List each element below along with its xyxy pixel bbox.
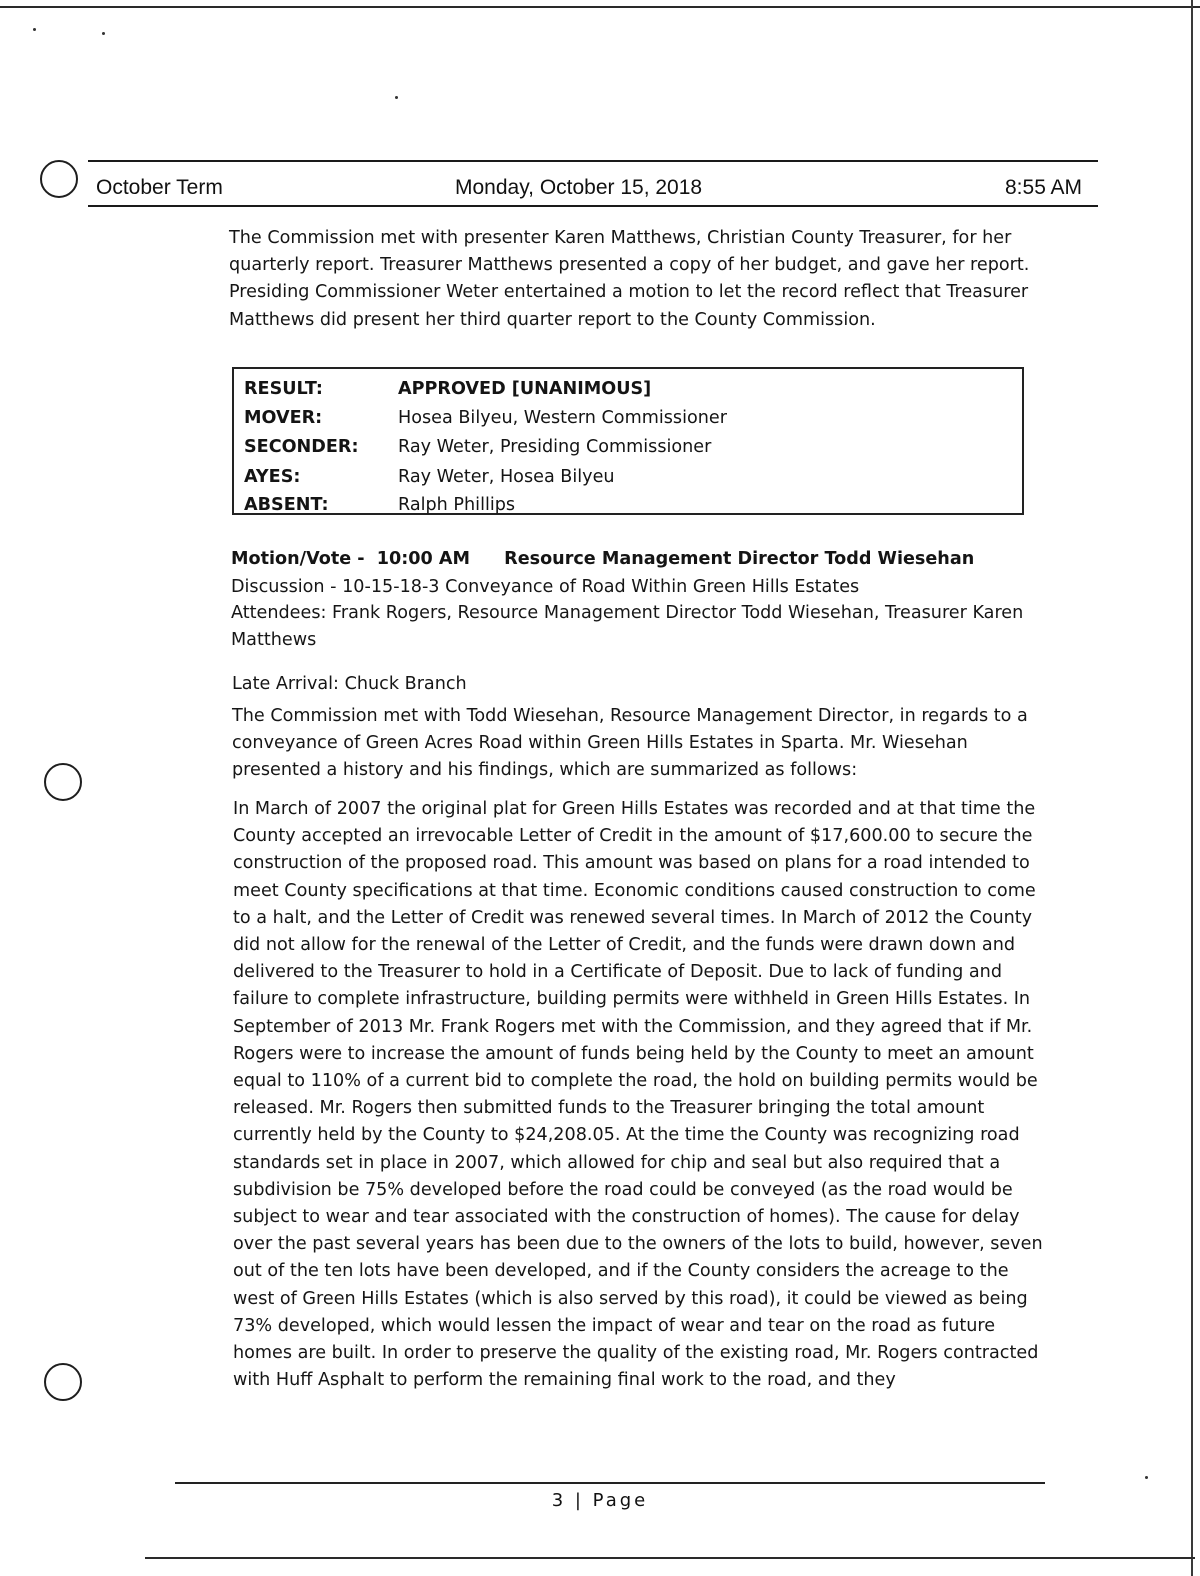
header-term: October Term — [96, 176, 223, 199]
vote-label: ABSENT: — [244, 495, 329, 515]
agenda-item-prefix: Motion/Vote - — [231, 549, 365, 569]
footer-rule — [175, 1482, 1045, 1484]
agenda-item-late-arrival: Late Arrival: Chuck Branch — [232, 674, 467, 694]
paragraph-road-conveyance-intro: The Commission met with Todd Wiesehan, Resource Management Director, in regards to a conveyance of Green Acres Road within Green Hills Estates in Sparta. Mr. Wiesehan presented a history and his findings, which are summarized as follows: — [232, 706, 1028, 781]
scan-edge-right — [1191, 0, 1193, 1576]
scan-speck — [33, 28, 36, 31]
agenda-item-time: 10:00 AM — [376, 549, 470, 569]
vote-result-box — [232, 367, 1024, 515]
vote-value: Ray Weter, Presiding Commissioner — [398, 437, 712, 457]
binder-hole-icon — [40, 160, 78, 198]
vote-label: AYES: — [244, 467, 301, 487]
vote-label: RESULT: — [244, 379, 323, 399]
vote-label: MOVER: — [244, 408, 323, 428]
agenda-item-presenter: Resource Management Director Todd Wiesehan — [504, 549, 975, 569]
vote-label: SECONDER: — [244, 437, 359, 457]
header-rule-bottom — [88, 205, 1098, 207]
scan-edge-top — [0, 6, 1200, 8]
header-time: 8:55 AM — [1005, 176, 1083, 199]
page-number: 3 | Page — [551, 1490, 649, 1511]
paragraph-treasurer-report: The Commission met with presenter Karen Matthews, Christian County Treasurer, for her quarterly report. Treasurer Matthews presented a copy of her budget, and gave her report. Presiding Commissioner Weter entertained a motion to let the record reflect that Treasurer Matthews did present her third quarter report to the County Commission. — [229, 228, 1030, 330]
vote-value: Ray Weter, Hosea Bilyeu — [398, 467, 615, 487]
agenda-item-discussion: Discussion - 10-15-18-3 Conveyance of Road Within Green Hills Estates — [231, 577, 860, 597]
header-date: Monday, October 15, 2018 — [455, 176, 703, 199]
scan-speck — [102, 32, 105, 35]
vote-value: APPROVED [UNANIMOUS] — [398, 379, 652, 399]
binder-hole-icon — [44, 763, 82, 801]
vote-value: Ralph Phillips — [398, 495, 516, 515]
binder-hole-icon — [44, 1363, 82, 1401]
agenda-item-attendees: Attendees: Frank Rogers, Resource Management Director Todd Wiesehan, Treasurer Karen Matthews — [231, 603, 1024, 651]
scan-speck — [1145, 1476, 1148, 1479]
vote-value: Hosea Bilyeu, Western Commissioner — [398, 408, 727, 428]
agenda-item-heading — [231, 549, 974, 569]
header-rule-top — [88, 160, 1098, 162]
scan-speck — [395, 96, 398, 99]
paragraph-road-history: In March of 2007 the original plat for Green Hills Estates was recorded and at that time the County accepted an irrevocable Letter of Credit in the amount of $17,600.00 to secure the construction of the proposed road. This amount was based on plans for a road intended to meet County specifications at that time. Economic conditions caused construction to come to a halt, and the Letter of Credit was renewed several times. In March of 2012 the County did not allow for the renewal of the Letter of Credit, and the funds were drawn down and delivered to the Treasurer to hold in a Certificate of Deposit. Due to lack of funding and failure to complete infrastructure, building permits were withheld in Green Hills Estates. In September of 2013 Mr. Frank Rogers met with the Commission, and they agreed that if Mr. Rogers were to increase the amount of funds being held by the County to meet an amount equal to 110% of a current bid to complete the road, the hold on building permits would be released. Mr. Rogers then submitted funds to the Treasurer bringing the total amount currently held by the County to $24,208.05. At the time the County was recognizing road standards set in place in 2007, which allowed for chip and seal but also required that a subdivision be 75% developed before the road could be conveyed (as the road would be subject to wear and tear associated with the construction of homes). The cause for delay over the past several years has been due to the owners of the lots to build, however, seven out of the ten lots have been developed, and if the County considers the acreage to the west of Green Hills Estates (which is also served by this road), it could be viewed as being 73% developed, which would lessen the impact of wear and tear on the road as future homes are built. In order to preserve the quality of the existing road, Mr. Rogers contracted with Huff Asphalt to perform the remaining final work to the road, and they — [233, 799, 1043, 1391]
scan-edge-bottom — [145, 1557, 1195, 1559]
